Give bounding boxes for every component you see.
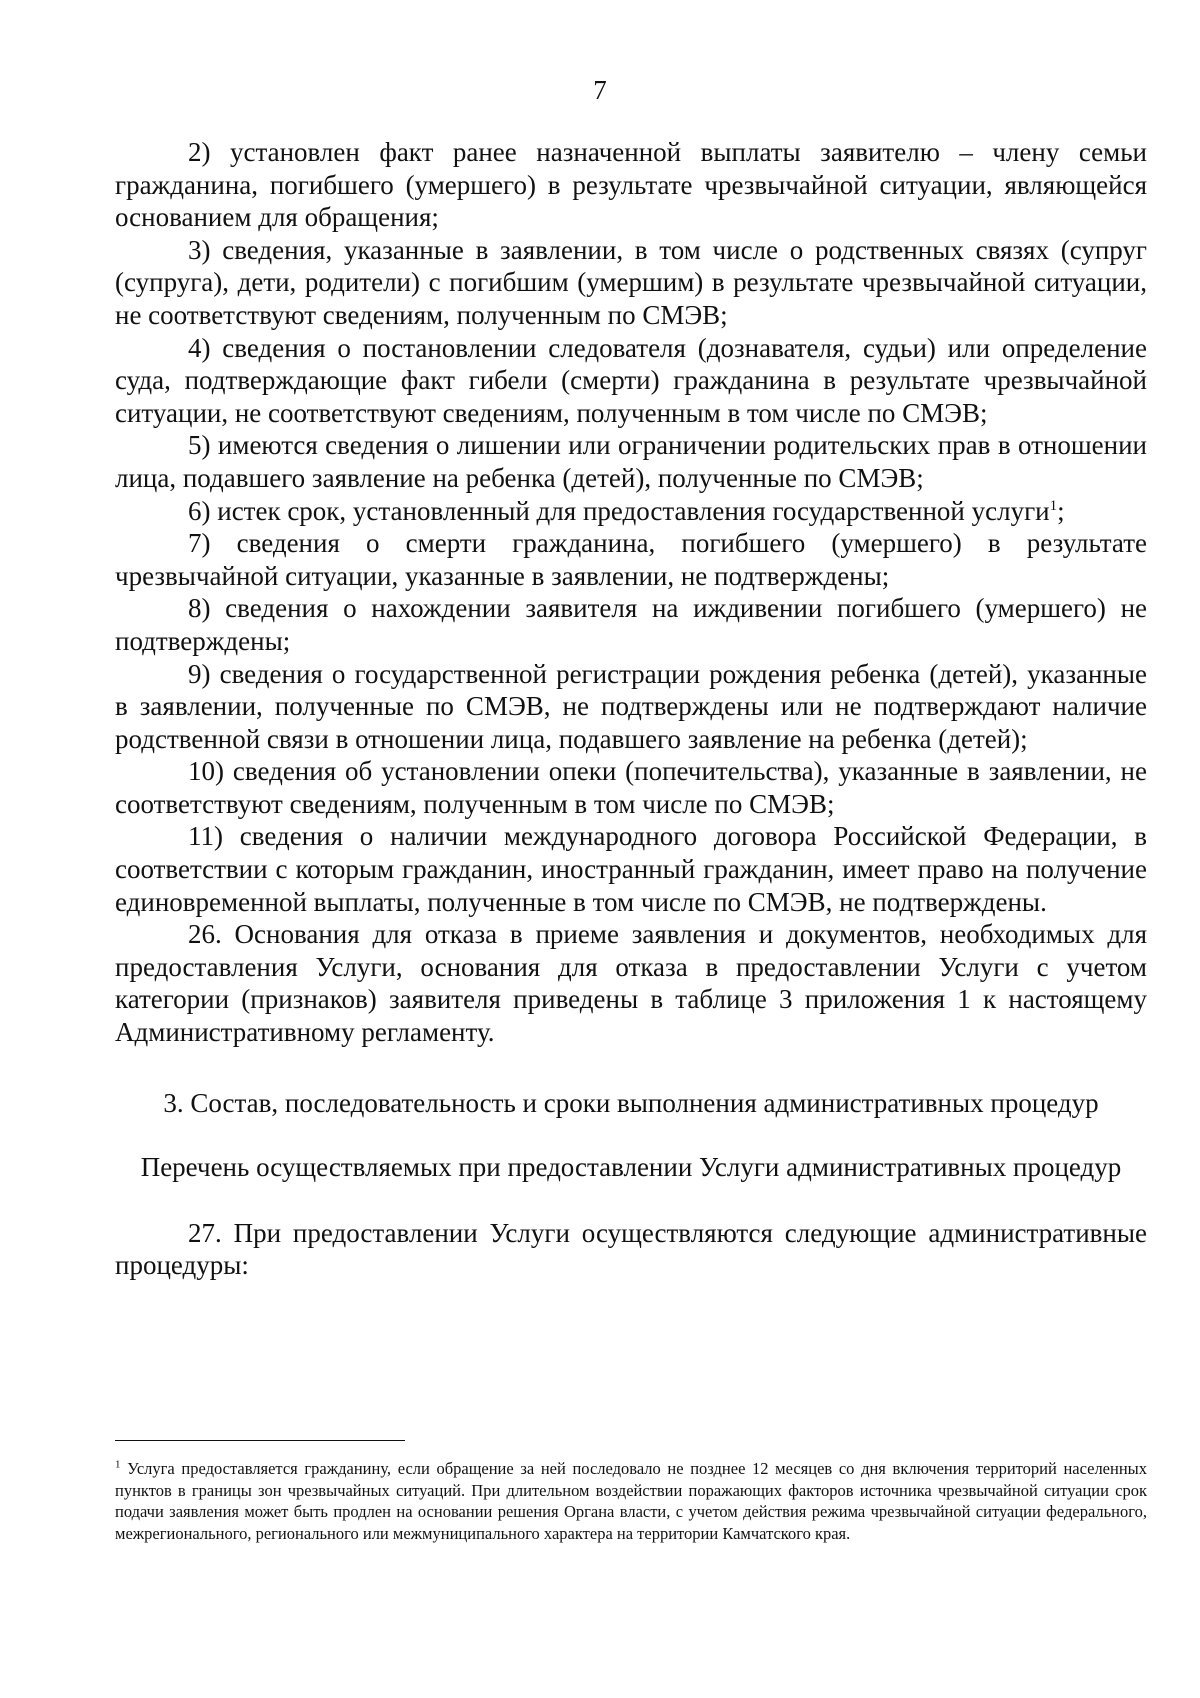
paragraph-item-5: 5) имеются сведения о лишении или ограничении родительских прав в отношении лица, подавшего заявление на ребенка (детей), полученные по СМЭВ;: [115, 430, 1147, 493]
paragraph-item-4: 4) сведения о постановлении следователя (дознавателя, судьи) или определение суда, подтверждающие факт гибели (смерти) гражданина в результате чрезвычайной ситуации, не соответствуют сведениям, полученным в том числе по СМЭВ;: [115, 332, 1147, 428]
page-number: 7: [593, 75, 607, 105]
paragraph-26: 26. Основания для отказа в приеме заявления и документов, необходимых для предоставления Услуги, основания для отказа в предоставлении Услуги с учетом категории (признаков) заявителя приведены в таблице 3 приложения 1 к настоящему Административному регламенту.: [115, 919, 1147, 1048]
paragraph-item-6-text: 6) истек срок, установленный для предоставления государственной услуги: [188, 495, 1050, 526]
footnote: [115, 1458, 1147, 1544]
main-text: [115, 136, 1147, 1282]
paragraph-item-9: 9) сведения о государственной регистрации рождения ребенка (детей), указанные в заявлении, полученные по СМЭВ, не подтверждены или не подтверждают наличие родственной связи в отношении лица, подавшего заявление на ребенка (детей);: [115, 658, 1147, 754]
subsection-heading: Перечень осуществляемых при предоставлении Услуги административных процедур: [140, 1152, 1122, 1183]
paragraph-item-11: 11) сведения о наличии международного договора Российской Федерации, в соответствии с которым гражданин, иностранный гражданин, имеет право на получение единовременной выплаты, полученные в том числе по СМЭВ, не подтверждены.: [115, 821, 1147, 917]
paragraph-item-3: 3) сведения, указанные в заявлении, в том числе о родственных связях (супруг (супруга), дети, родители) с погибшим (умершим) в результате чрезвычайной ситуации, не соответствуют сведениям, полученным по СМЭВ;: [115, 234, 1147, 330]
paragraph-item-10: 10) сведения об установлении опеки (попечительства), указанные в заявлении, не соответствуют сведениям, полученным в том числе по СМЭВ;: [115, 756, 1147, 819]
paragraph-item-2: 2) установлен факт ранее назначенной выплаты заявителю – члену семьи гражданина, погибшего (умершего) в результате чрезвычайной ситуации, являющейся основанием для обращения;: [115, 137, 1147, 233]
footnote-reference: 1: [1049, 497, 1058, 514]
footnote-divider: [115, 1440, 405, 1441]
footnote-text: Услуга предоставляется гражданину, если обращение за ней последовало не позднее 12 месяцев со дня включения территорий населенных пунктов в границы зон чрезвычайных ситуаций. При длительном воздействии поражающих факторов источника чрезвычайной ситуации срок подачи заявления может быть продлен на основании решения Органа власти, с учетом действия режима чрезвычайной ситуации федерального, межрегионального, регионального или межмуниципального характера на территории Камчатского края.: [115, 1459, 1148, 1543]
paragraph-item-8: 8) сведения о нахождении заявителя на иждивении погибшего (умершего) не подтверждены;: [115, 593, 1147, 656]
paragraph-item-6-suffix: ;: [1057, 495, 1065, 526]
paragraph-item-7: 7) сведения о смерти гражданина, погибшего (умершего) в результате чрезвычайной ситуации, указанные в заявлении, не подтверждены;: [115, 528, 1147, 591]
footnote-marker: 1: [115, 1458, 121, 1471]
paragraph-item-6: [115, 495, 1147, 528]
paragraph-27: 27. При предоставлении Услуги осуществляются следующие административные процедуры:: [115, 1217, 1147, 1281]
section-heading: 3. Состав, последовательность и сроки выполнения административных процедур: [163, 1087, 1099, 1118]
